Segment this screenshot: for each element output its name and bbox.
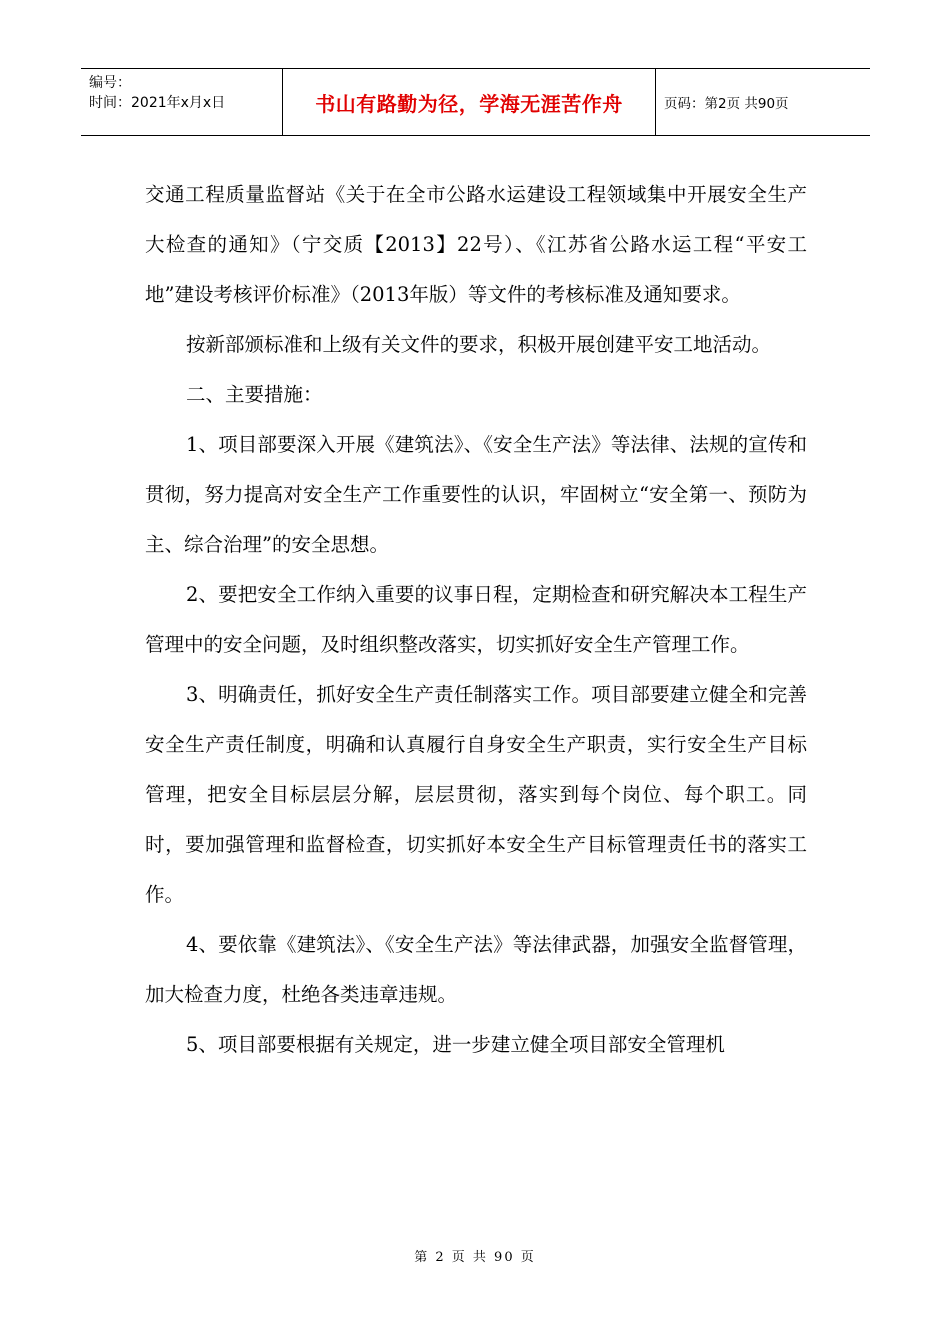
body-paragraph: 按新部颁标准和上级有关文件的要求，积极开展创建平安工地活动。 bbox=[186, 333, 772, 356]
document-date-label: 时间：2021年x月x日 bbox=[89, 95, 226, 111]
header-meta-cell bbox=[81, 69, 283, 135]
measure-item: 4、要依靠《建筑法》、《安全生产法》等法律武器，加强安全监督管理，加大检查力度，杜绝各类违章违规。 bbox=[145, 933, 807, 1006]
document-body bbox=[145, 170, 807, 1070]
header-page-info: 页码：第2页 共90页 bbox=[664, 96, 789, 112]
measure-item: 3、明确责任，抓好安全生产责任制落实工作。项目部要建立健全和完善安全生产责任制度，明确和认真履行自身安全生产职责，实行安全生产目标管理，把安全目标层层分解，层层贯彻，落实到每个岗位、每个职工。同时，要加强管理和监督检查，切实抓好本安全生产目标管理责任书的落实工作。 bbox=[145, 683, 807, 906]
measure-item: 2、要把安全工作纳入重要的议事日程，定期检查和研究解决本工程生产管理中的安全问题，及时组织整改落实，切实抓好安全生产管理工作。 bbox=[145, 583, 807, 656]
section-heading: 二、主要措施： bbox=[186, 383, 323, 406]
header-motto: 书山有路勤为径，学海无涯苦作舟 bbox=[315, 91, 623, 116]
header-page-cell bbox=[656, 69, 870, 135]
measure-item: 5、项目部要根据有关规定，进一步建立健全项目部安全管理机 bbox=[186, 1033, 725, 1056]
measure-item: 1、项目部要深入开展《建筑法》、《安全生产法》等法律、法规的宣传和贯彻，努力提高对安全生产工作重要性的认识，牢固树立“安全第一、预防为主、综合治理”的安全思想。 bbox=[145, 433, 807, 556]
header-motto-cell bbox=[283, 69, 656, 135]
page-footer: 第 2 页 共 90 页 bbox=[414, 1250, 536, 1265]
body-paragraph: 交通工程质量监督站《关于在全市公路水运建设工程领域集中开展安全生产大检查的通知》（宁交质【2013】22号）、《江苏省公路水运工程“平安工地”建设考核评价标准》（2013年版）等文件的考核标准及通知要求。 bbox=[145, 183, 807, 306]
document-number-label: 编号： bbox=[89, 75, 131, 91]
header-table bbox=[81, 68, 870, 136]
